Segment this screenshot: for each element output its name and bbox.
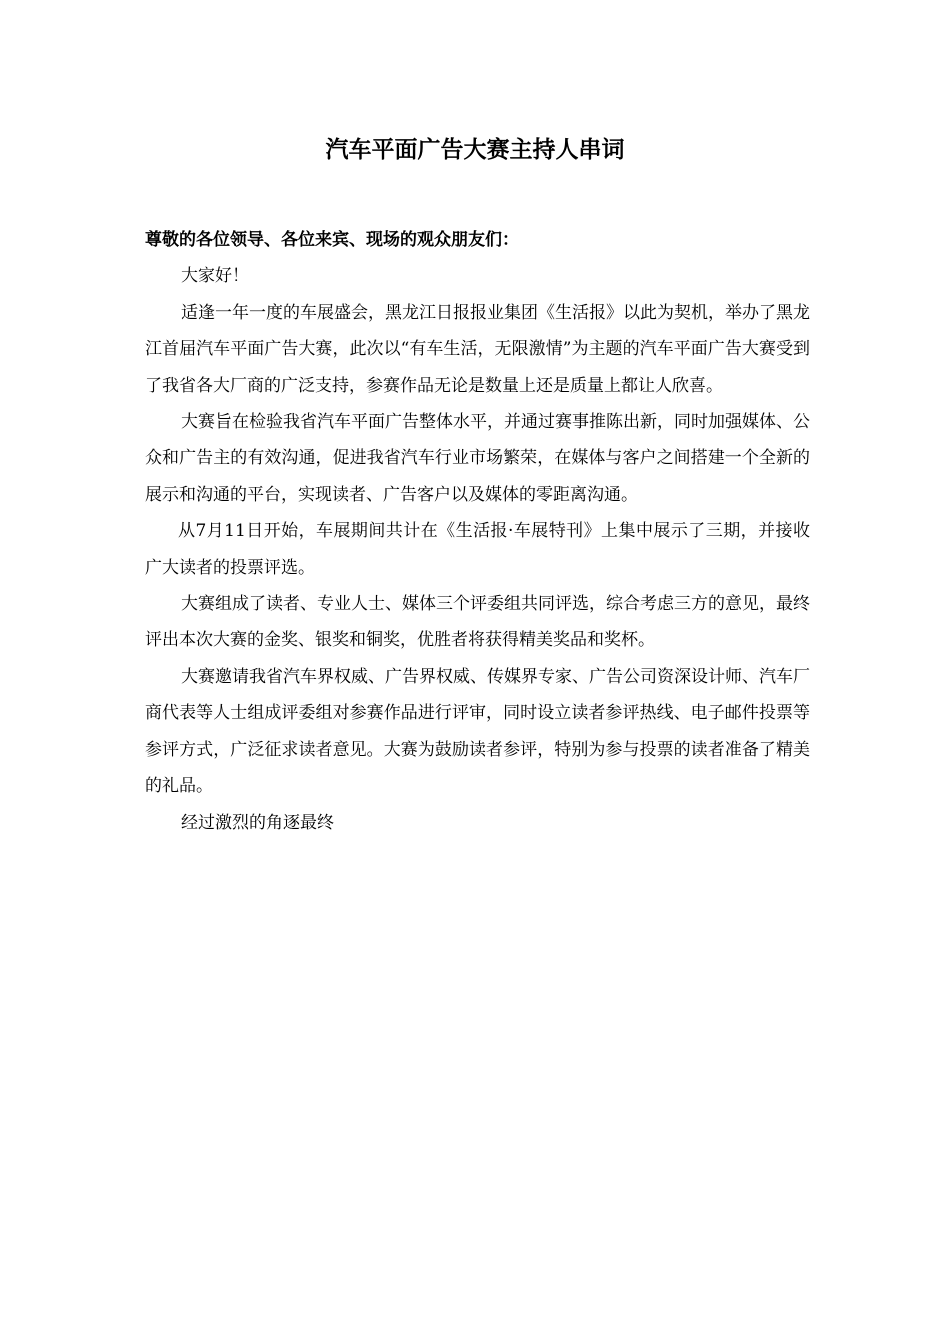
paragraph-schedule: 从7月11日开始，车展期间共计在《生活报·车展特刊》上集中展示了三期，并接收广大读者的投票评选。 [145, 521, 810, 578]
paragraph-final: 经过激烈的角逐最终 [181, 812, 334, 833]
paragraph-greeting: 大家好！ [181, 266, 249, 287]
salutation: 尊敬的各位领导、各位来宾、现场的观众朋友们： [145, 230, 519, 250]
paragraph-purpose: 大赛旨在检验我省汽车平面广告整体水平，并通过赛事推陈出新，同时加强媒体、公众和广告主的有效沟通，促进我省汽车行业市场繁荣，在媒体与客户之间搭建一个全新的展示和沟通的平台，实现读者、广告客户以及媒体的零距离沟通。 [145, 412, 810, 505]
document-title: 汽车平面广告大赛主持人串词 [325, 137, 625, 163]
paragraph-judging: 大赛组成了读者、专业人士、媒体三个评委组共同评选，综合考虑三方的意见，最终评出本次大赛的金奖、银奖和铜奖，优胜者将获得精美奖品和奖杯。 [145, 594, 810, 651]
document-body [145, 222, 810, 841]
paragraph-intro: 适逢一年一度的车展盛会，黑龙江日报报业集团《生活报》以此为契机，举办了黑龙江首届汽车平面广告大赛，此次以“有车生活，无限激情”为主题的汽车平面广告大赛受到了我省各大厂商的广泛支持，参赛作品无论是数量上还是质量上都让人欣喜。 [145, 302, 810, 396]
paragraph-jury: 大赛邀请我省汽车界权威、广告界权威、传媒界专家、广告公司资深设计师、汽车厂商代表等人士组成评委组对参赛作品进行评审，同时设立读者参评热线、电子邮件投票等参评方式，广泛征求读者意见。大赛为鼓励读者参评，特别为参与投票的读者准备了精美的礼品。 [145, 666, 810, 797]
